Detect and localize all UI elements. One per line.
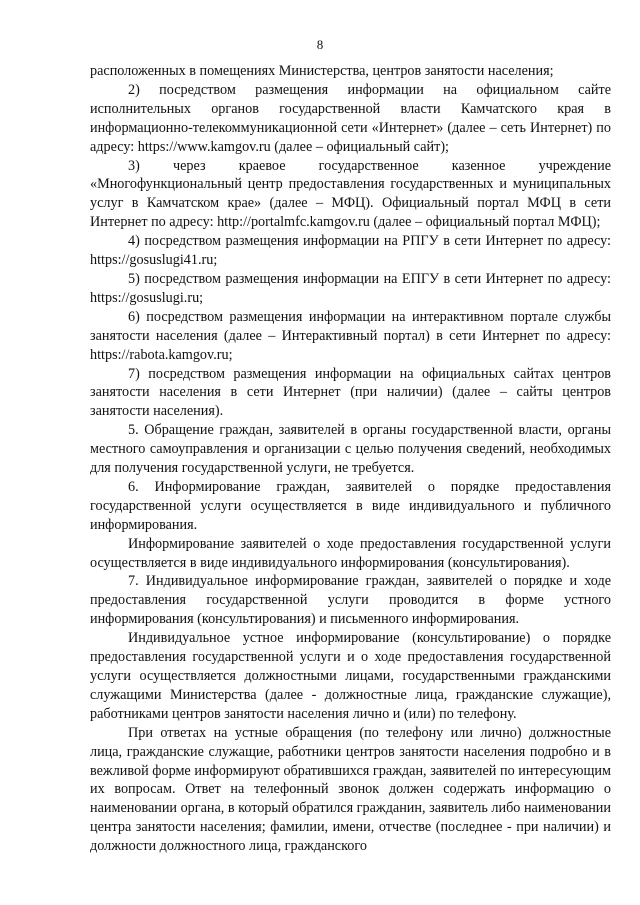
paragraph: 6. Информирование граждан, заявителей о порядке предоставления государственной услуги осуществляется в виде индивидуального и публичного информирования. [90, 478, 611, 533]
document-body [90, 62, 611, 856]
paragraph: 5. Обращение граждан, заявителей в органы государственной власти, органы местного самоуправления и организации с целью получения сведений, необходимых для получения государственной услуги, не требуется. [90, 422, 611, 477]
paragraph: 5) посредством размещения информации на ЕПГУ в сети Интернет по адресу: https://gosuslugi.ru; [90, 270, 611, 306]
paragraph: 2) посредством размещения информации на официальном сайте исполнительных органов государственной власти Камчатского края в информационно-телекоммуникационной сети «Интернет» (далее – сеть Интернет) по адресу: https://www.kamgov.ru (далее – официальный сайт); [90, 81, 611, 155]
paragraph: расположенных в помещениях Министерства, центров занятости населения; [90, 63, 554, 79]
paragraph: 7. Индивидуальное информирование граждан, заявителей о порядке и ходе предоставления государственной услуги проводится в форме устного информирования (консультирования) и письменного информирования. [90, 573, 611, 628]
paragraph: При ответах на устные обращения (по телефону или лично) должностные лица, гражданские служащие, работники центров занятости населения подробно и в вежливой форме информируют обратившихся граждан, заявителей по интересующим их вопросам. Ответ на телефонный звонок должен содержать информацию о наименовании органа, в который обратился гражданин, заявитель либо наименовании центра занятости населения; фамилии, имени, отчестве (последнее - при наличии) и должности должностного лица, гражданского [90, 724, 611, 855]
page-number: 8 [316, 37, 324, 52]
paragraph: 3) через краевое государственное казенное учреждение «Многофункциональный центр предоставления государственных и муниципальных услуг в Камчатском крае» (далее – МФЦ). Официальный портал МФЦ в сети Интернет по адресу: http://portalmfc.kamgov.ru (далее – официальный портал МФЦ); [90, 157, 611, 231]
paragraph: 4) посредством размещения информации на РПГУ в сети Интернет по адресу: https://gosuslugi41.ru; [90, 233, 611, 269]
paragraph: Индивидуальное устное информирование (консультирование) о порядке предоставления государственной услуги и о ходе предоставления государственной услуги осуществляется должностными лицами, государственными гражданскими служащими Министерства (далее - должностные лица, гражданские служащие), работниками центров занятости населения лично и (или) по телефону. [90, 630, 611, 722]
paragraph: 6) посредством размещения информации на интерактивном портале службы занятости населения (далее – Интерактивный портал) в сети Интернет по адресу: https://rabota.kamgov.ru; [90, 308, 611, 363]
paragraph: Информирование заявителей о ходе предоставления государственной услуги осуществляется в виде индивидуального информирования (консультирования). [90, 535, 611, 571]
paragraph: 7) посредством размещения информации на официальных сайтах центров занятости населения в сети Интернет (при наличии) (далее – сайты центров занятости населения). [90, 365, 611, 420]
